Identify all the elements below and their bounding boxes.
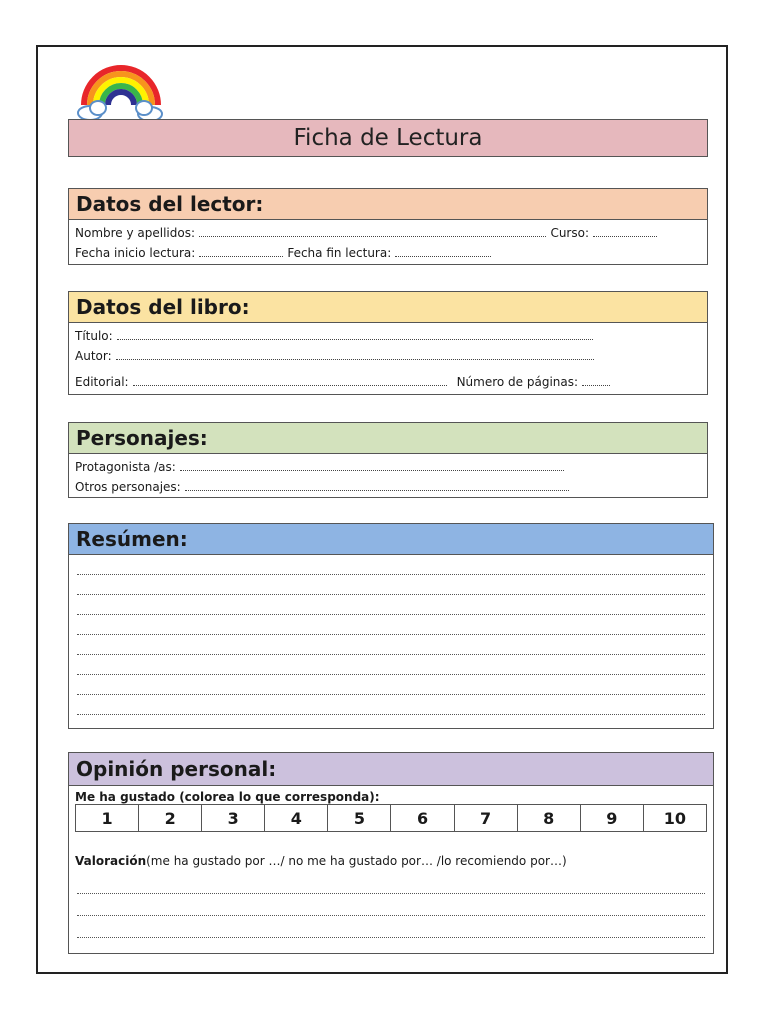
rating-cell-4[interactable]: 4 bbox=[265, 805, 328, 831]
name-label: Nombre y apellidos: bbox=[75, 226, 196, 240]
name-field[interactable] bbox=[199, 226, 546, 237]
author-label: Autor: bbox=[75, 349, 112, 363]
valoracion-label: Valoración bbox=[75, 854, 147, 868]
rating-cell-9[interactable]: 9 bbox=[581, 805, 644, 831]
summary-section bbox=[68, 523, 714, 729]
valoracion-hint: (me ha gustado por …/ no me ha gustado por… /lo recomiendo por…) bbox=[146, 854, 567, 868]
protagonist-field[interactable] bbox=[180, 460, 564, 471]
liked-label: Me ha gustado (colorea lo que corresponda): bbox=[75, 790, 380, 804]
name-row bbox=[69, 220, 707, 240]
rating-cell-1[interactable]: 1 bbox=[76, 805, 139, 831]
rating-cell-5[interactable]: 5 bbox=[328, 805, 391, 831]
rating-cell-2[interactable]: 2 bbox=[139, 805, 202, 831]
opinion-line[interactable] bbox=[77, 894, 705, 916]
rating-scale bbox=[75, 804, 707, 832]
summary-heading: Resúmen: bbox=[69, 524, 713, 555]
rating-cell-3[interactable]: 3 bbox=[202, 805, 265, 831]
summary-line[interactable] bbox=[77, 555, 705, 575]
start-date-label: Fecha inicio lectura: bbox=[75, 246, 196, 260]
reader-data-section bbox=[68, 188, 708, 265]
rating-cell-10[interactable]: 10 bbox=[663, 808, 687, 828]
end-date-field[interactable] bbox=[395, 246, 491, 257]
valoracion-row bbox=[69, 832, 713, 872]
other-characters-field[interactable] bbox=[185, 480, 569, 491]
rating-cell-7[interactable]: 7 bbox=[455, 805, 518, 831]
pages-label: Número de páginas: bbox=[456, 375, 579, 389]
characters-section bbox=[68, 422, 708, 498]
opinion-section bbox=[68, 752, 714, 954]
opinion-line[interactable] bbox=[77, 872, 705, 894]
rating-cell-8[interactable]: 8 bbox=[518, 805, 581, 831]
author-row bbox=[69, 343, 707, 363]
liked-label-row bbox=[69, 786, 713, 804]
summary-line[interactable] bbox=[77, 595, 705, 615]
course-label: Curso: bbox=[550, 226, 589, 240]
book-data-section bbox=[68, 291, 708, 395]
summary-line[interactable] bbox=[77, 635, 705, 655]
characters-heading: Personajes: bbox=[69, 423, 707, 454]
page-title: Ficha de Lectura bbox=[68, 119, 708, 157]
author-field[interactable] bbox=[116, 349, 594, 360]
other-characters-row bbox=[69, 474, 707, 494]
book-data-heading: Datos del libro: bbox=[69, 292, 707, 323]
summary-line[interactable] bbox=[77, 575, 705, 595]
protagonist-row bbox=[69, 454, 707, 474]
summary-line[interactable] bbox=[77, 655, 705, 675]
title-row bbox=[69, 323, 707, 343]
course-field[interactable] bbox=[593, 226, 657, 237]
summary-line[interactable] bbox=[77, 695, 705, 715]
publisher-row bbox=[69, 363, 707, 389]
publisher-label: Editorial: bbox=[75, 375, 129, 389]
protagonist-label: Protagonista /as: bbox=[75, 460, 176, 474]
opinion-line[interactable] bbox=[77, 916, 705, 938]
rainbow-icon bbox=[76, 63, 166, 125]
summary-line[interactable] bbox=[77, 675, 705, 695]
book-title-label: Título: bbox=[75, 329, 113, 343]
publisher-field[interactable] bbox=[133, 375, 447, 386]
pages-field[interactable] bbox=[582, 375, 610, 386]
reading-dates-row bbox=[69, 240, 707, 260]
start-date-field[interactable] bbox=[199, 246, 283, 257]
opinion-heading: Opinión personal: bbox=[69, 753, 713, 786]
reader-data-heading: Datos del lector: bbox=[69, 189, 707, 220]
other-characters-label: Otros personajes: bbox=[75, 480, 181, 494]
rating-cell-6[interactable]: 6 bbox=[391, 805, 454, 831]
book-title-field[interactable] bbox=[117, 329, 593, 340]
end-date-label: Fecha fin lectura: bbox=[287, 246, 392, 260]
reading-card-sheet bbox=[36, 45, 728, 974]
summary-line[interactable] bbox=[77, 615, 705, 635]
